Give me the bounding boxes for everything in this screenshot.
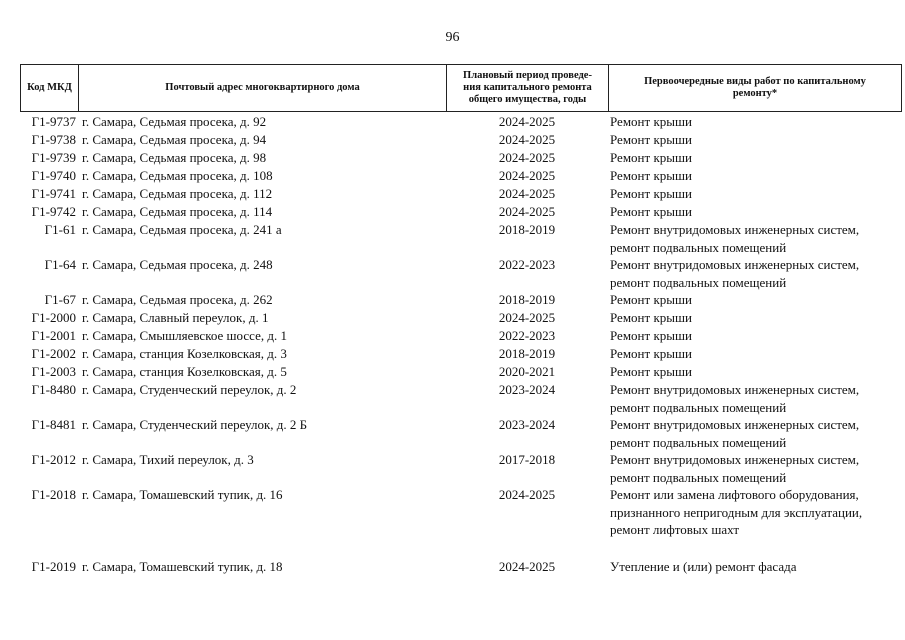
cell-period: 2024-2025 bbox=[498, 150, 556, 165]
cell-code: Г1-9741 bbox=[31, 186, 76, 201]
cell-code: Г1-9742 bbox=[31, 204, 76, 219]
cell-address: г. Самара, Седьмая просека, д. 248 bbox=[82, 257, 273, 272]
cell-address: г. Самара, Седьмая просека, д. 114 bbox=[82, 204, 273, 219]
cell-code: Г1-2002 bbox=[31, 346, 76, 361]
cell-works: Ремонт крыши bbox=[610, 132, 692, 147]
cell-works: Ремонт внутридомовых инженерных систем, ремонт подвальных помещений bbox=[610, 222, 860, 255]
cell-code: Г1-2018 bbox=[31, 487, 76, 502]
cell-works: Ремонт крыши bbox=[610, 168, 692, 183]
cell-period: 2024-2025 bbox=[498, 204, 556, 219]
cell-code: Г1-2000 bbox=[31, 310, 76, 325]
table-header bbox=[20, 64, 902, 112]
cell-address: г. Самара, Томашевский тупик, д. 16 bbox=[82, 487, 283, 502]
cell-works: Ремонт внутридомовых инженерных систем, ремонт подвальных помещений bbox=[610, 382, 860, 415]
cell-period: 2024-2025 bbox=[498, 487, 556, 502]
cell-address: г. Самара, станция Козелковская, д. 5 bbox=[82, 364, 287, 379]
cell-address: г. Самара, станция Козелковская, д. 3 bbox=[82, 346, 287, 361]
cell-works: Ремонт крыши bbox=[610, 114, 692, 129]
cell-address: г. Самара, Седьмая просека, д. 262 bbox=[82, 292, 273, 307]
header-period: Плановый период проведе- ния капитального ремонта общего имущества, годы bbox=[447, 65, 609, 111]
cell-period: 2024-2025 bbox=[498, 186, 556, 201]
cell-works: Ремонт или замена лифтового оборудования, признанного непригодным для эксплуатации, ремонт лифтовых шахт bbox=[610, 487, 863, 537]
header-address: Почтовый адрес многоквартирного дома bbox=[79, 65, 447, 111]
cell-period: 2024-2025 bbox=[498, 310, 556, 325]
cell-period: 2020-2021 bbox=[498, 364, 556, 379]
cell-works: Ремонт внутридомовых инженерных систем, ремонт подвальных помещений bbox=[610, 417, 860, 450]
cell-works: Утепление и (или) ремонт фасада bbox=[610, 559, 797, 574]
page-number: 96 bbox=[445, 30, 460, 45]
cell-address: г. Самара, Седьмая просека, д. 108 bbox=[82, 168, 273, 183]
cell-works: Ремонт крыши bbox=[610, 364, 692, 379]
cell-works: Ремонт крыши bbox=[610, 186, 692, 201]
cell-works: Ремонт крыши bbox=[610, 150, 692, 165]
cell-period: 2022-2023 bbox=[498, 257, 556, 272]
cell-address: г. Самара, Томашевский тупик, д. 18 bbox=[82, 559, 283, 574]
cell-address: г. Самара, Тихий переулок, д. 3 bbox=[82, 452, 254, 467]
cell-code: Г1-2019 bbox=[31, 559, 76, 574]
cell-works: Ремонт внутридомовых инженерных систем, ремонт подвальных помещений bbox=[610, 452, 860, 485]
cell-code: Г1-64 bbox=[44, 257, 76, 272]
cell-period: 2018-2019 bbox=[498, 222, 556, 237]
cell-works: Ремонт крыши bbox=[610, 310, 692, 325]
cell-address: г. Самара, Седьмая просека, д. 98 bbox=[82, 150, 267, 165]
cell-code: Г1-2012 bbox=[31, 452, 76, 467]
cell-works: Ремонт внутридомовых инженерных систем, ремонт подвальных помещений bbox=[610, 257, 860, 290]
cell-code: Г1-9738 bbox=[31, 132, 76, 147]
cell-period: 2023-2024 bbox=[498, 417, 556, 432]
cell-code: Г1-61 bbox=[44, 222, 76, 237]
cell-period: 2017-2018 bbox=[498, 452, 556, 467]
cell-works: Ремонт крыши bbox=[610, 204, 692, 219]
cell-address: г. Самара, Смышляевское шоссе, д. 1 bbox=[82, 328, 287, 343]
header-works: Первоочередные виды работ по капитальному ремонту* bbox=[644, 76, 866, 99]
repair-table bbox=[20, 64, 902, 574]
cell-address: г. Самара, Седьмая просека, д. 241 а bbox=[82, 222, 282, 237]
cell-works: Ремонт крыши bbox=[610, 346, 692, 361]
cell-period: 2024-2025 bbox=[498, 132, 556, 147]
cell-code: Г1-8480 bbox=[31, 382, 76, 397]
header-code: Код МКД bbox=[21, 65, 79, 111]
cell-code: Г1-9737 bbox=[31, 114, 76, 129]
cell-code: Г1-2003 bbox=[31, 364, 76, 379]
cell-address: г. Самара, Седьмая просека, д. 92 bbox=[82, 114, 267, 129]
cell-period: 2024-2025 bbox=[498, 114, 556, 129]
cell-works: Ремонт крыши bbox=[610, 292, 692, 307]
cell-period: 2022-2023 bbox=[498, 328, 556, 343]
cell-period: 2018-2019 bbox=[498, 346, 556, 361]
cell-address: г. Самара, Студенческий переулок, д. 2 bbox=[82, 382, 297, 397]
cell-code: Г1-67 bbox=[44, 292, 76, 307]
cell-code: Г1-9739 bbox=[31, 150, 76, 165]
cell-period: 2024-2025 bbox=[498, 168, 556, 183]
cell-works: Ремонт крыши bbox=[610, 328, 692, 343]
cell-code: Г1-9740 bbox=[31, 168, 76, 183]
cell-period: 2024-2025 bbox=[498, 559, 556, 574]
cell-address: г. Самара, Студенческий переулок, д. 2 Б bbox=[82, 417, 308, 432]
cell-address: г. Самара, Седьмая просека, д. 94 bbox=[82, 132, 267, 147]
cell-code: Г1-2001 bbox=[31, 328, 76, 343]
cell-address: г. Самара, Славный переулок, д. 1 bbox=[82, 310, 269, 325]
cell-period: 2023-2024 bbox=[498, 382, 556, 397]
cell-period: 2018-2019 bbox=[498, 292, 556, 307]
cell-code: Г1-8481 bbox=[31, 417, 76, 432]
cell-address: г. Самара, Седьмая просека, д. 112 bbox=[82, 186, 273, 201]
